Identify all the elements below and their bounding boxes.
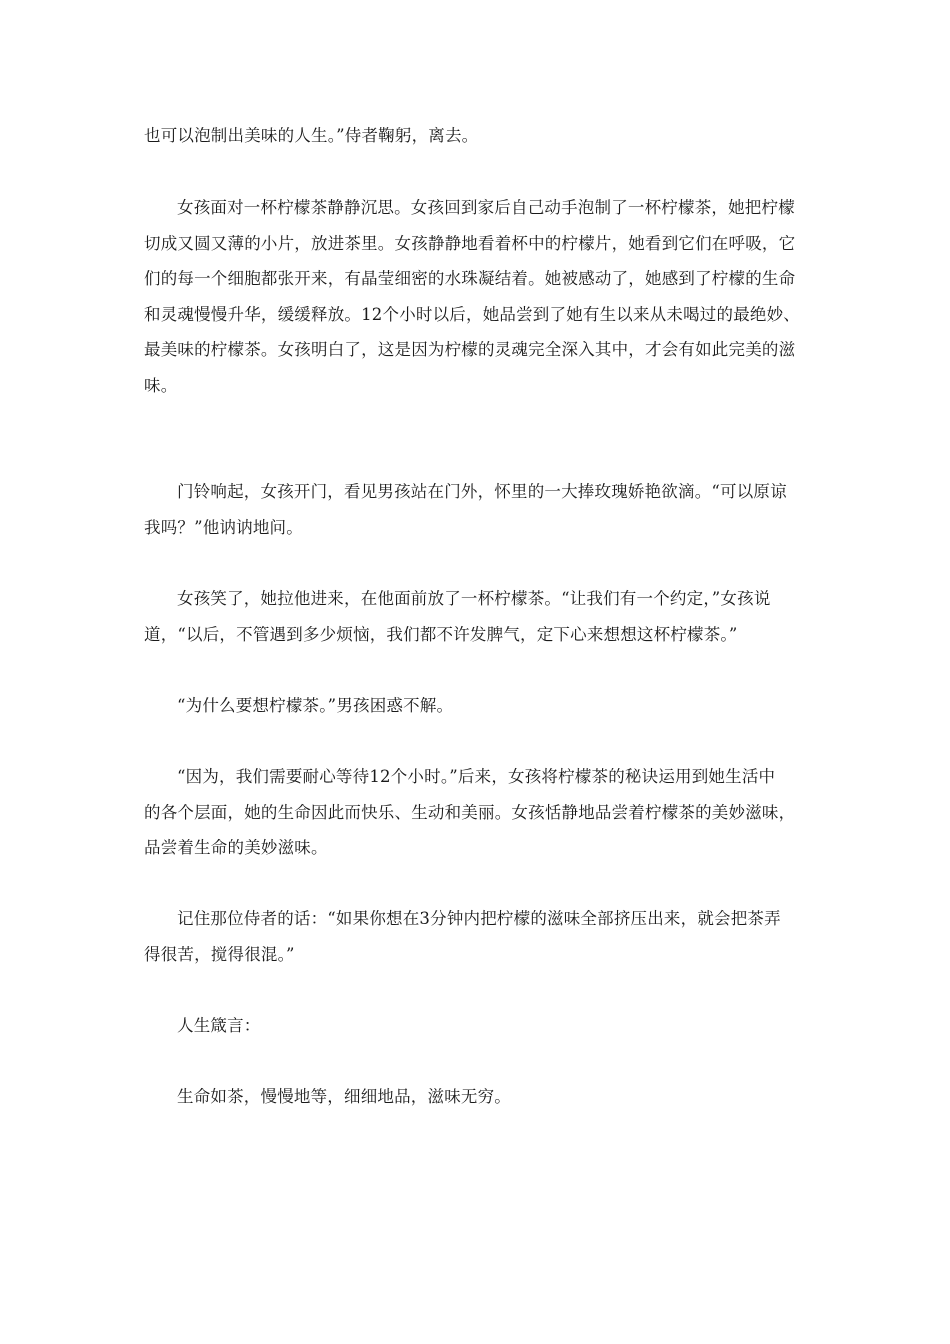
text-line: 最美味的柠檬茶。女孩明白了，这是因为柠檬的灵魂完全深入其中，才会有如此完美的滋: [144, 340, 796, 359]
text-line: 味。: [144, 375, 178, 395]
text-line: “因为，我们需要耐心等待12个小时。”后来，女孩将柠檬茶的秘诀运用到她生活中: [177, 767, 776, 786]
text-line: 我吗？”他讷讷地问。: [144, 517, 303, 537]
text-line: 品尝着生命的美妙滋味。: [144, 838, 328, 857]
section-heading-life-motto: [144, 1008, 808, 1044]
paragraph-motto: [144, 1079, 808, 1115]
text-line: 们的每一个细胞都张开来，有晶莹细密的水珠凝结着。她被感动了，她感到了柠檬的生命: [144, 269, 796, 288]
paragraph-5: [144, 759, 808, 866]
text-line: 的各个层面，她的生命因此而快乐、生动和美丽。女孩恬静地品尝着柠檬茶的美妙滋味，: [144, 802, 796, 822]
paragraph-0: [144, 118, 808, 154]
text-line: 和灵魂慢慢升华，缓缓释放。12个小时以后，她品尝到了她有生以来从未喝过的最绝妙、: [144, 304, 800, 324]
paragraph-4: [144, 688, 808, 724]
text-line: 道，“以后，不管遇到多少烦恼，我们都不许发脾气，定下心来想想这杯柠檬茶。”: [144, 624, 738, 644]
paragraph-6: [144, 901, 808, 972]
text-line: 记住那位侍者的话：“如果你想在3分钟内把柠檬的滋味全部挤压出来，就会把茶弄: [177, 909, 781, 928]
paragraph-1: [144, 190, 808, 403]
text-line: “为什么要想柠檬茶。”男孩困惑不解。: [177, 696, 454, 715]
text-line: 女孩面对一杯柠檬茶静静沉思。女孩回到家后自己动手泡制了一杯柠檬茶，她把柠檬: [177, 198, 795, 217]
text-line: 切成又圆又薄的小片，放进茶里。女孩静静地看着杯中的柠檬片，她看到它们在呼吸，它: [144, 233, 796, 253]
text-line: 生命如茶，慢慢地等，细细地品，滋味无穷。: [177, 1087, 511, 1106]
text-line: 女孩笑了，她拉他进来，在他面前放了一杯柠檬茶。“让我们有一个约定，”女孩说: [177, 589, 771, 608]
paragraph-3: [144, 581, 808, 652]
text-line: 也可以泡制出美味的人生。”侍者鞠躬，离去。: [144, 126, 479, 145]
text-line: 门铃响起，女孩开门，看见男孩站在门外，怀里的一大捧玫瑰娇艳欲滴。“可以原谅: [177, 482, 787, 501]
text-line: 得很苦，搅得很混。”: [144, 944, 295, 964]
text-line: 人生箴言：: [177, 1016, 261, 1035]
paragraph-2: [144, 474, 808, 545]
